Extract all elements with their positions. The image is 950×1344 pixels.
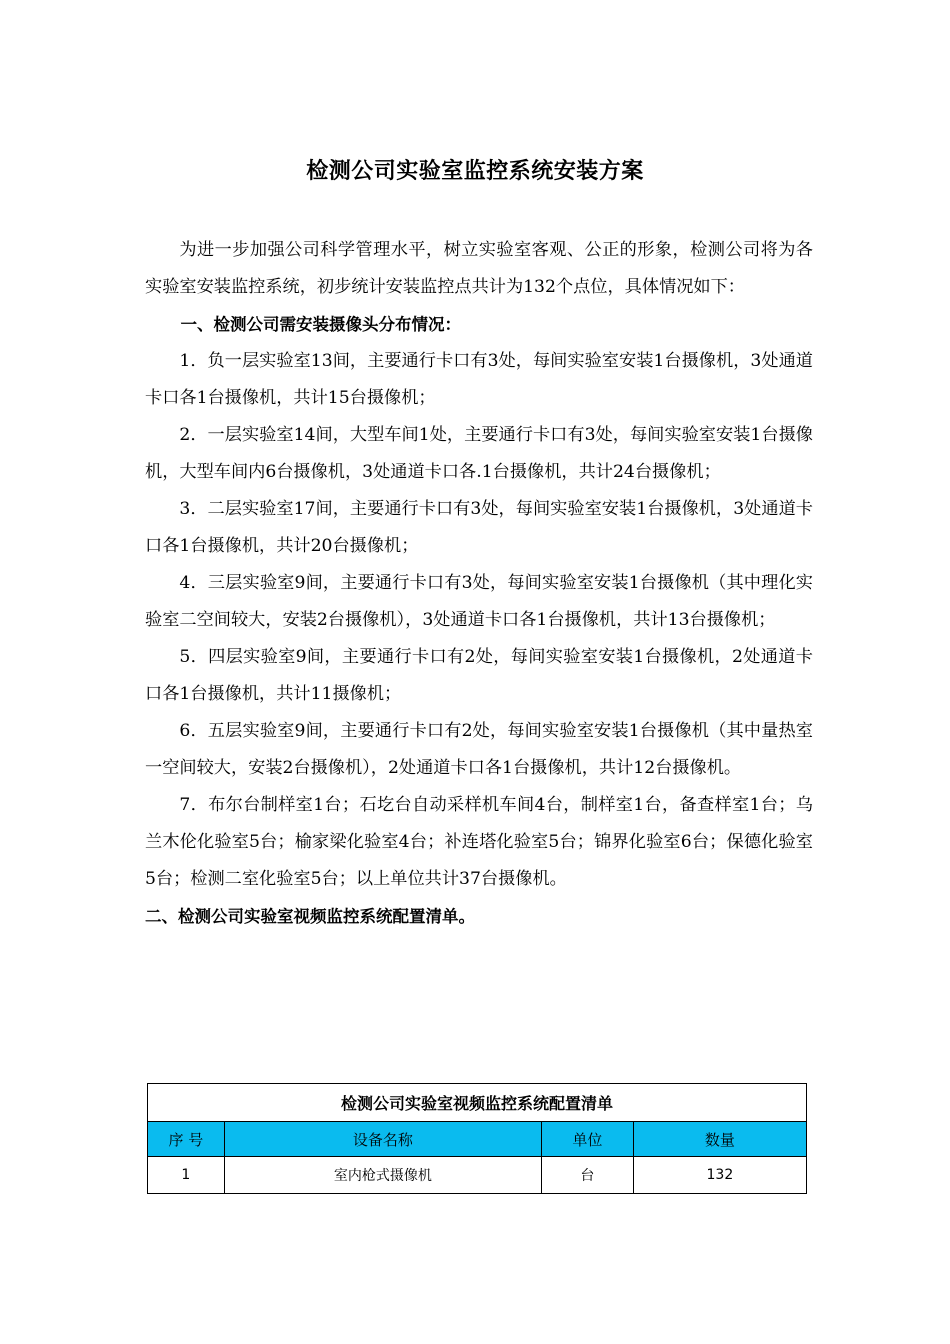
list-item: 5．四层实验室9间，主要通行卡口有2处，每间实验室安装1台摄像机，2处通道卡口各1台摄像机，共计11摄像机；	[145, 647, 813, 704]
list-item: 6．五层实验室9间，主要通行卡口有2处，每间实验室安装1台摄像机（其中量热室一空间较大，安装2台摄像机），2处通道卡口各1台摄像机，共计12台摄像机。	[145, 721, 813, 778]
list-item: 1．负一层实验室13间，主要通行卡口有3处，每间实验室安装1台摄像机，3处通道卡口各1台摄像机，共计15台摄像机；	[145, 351, 813, 408]
table-caption-row	[148, 1084, 807, 1122]
intro-paragraph: 为进一步加强公司科学管理水平，树立实验室客观、公正的形象，检测公司将为各实验室安装监控系统，初步统计安装监控点共计为132个点位，具体情况如下：	[145, 240, 813, 297]
table-header-row	[148, 1122, 807, 1157]
table-cell-quantity: 132	[633, 1157, 806, 1194]
list-item: 2．一层实验室14间，大型车间1处，主要通行卡口有3处，每间实验室安装1台摄像机，大型车间内6台摄像机，3处通道卡口各.1台摄像机，共计24台摄像机；	[145, 425, 813, 482]
section2-heading: 二、检测公司实验室视频监控系统配置清单。	[145, 907, 475, 926]
table-caption: 检测公司实验室视频监控系统配置清单	[148, 1084, 807, 1122]
table-cell-unit: 台	[542, 1157, 634, 1194]
table-row	[148, 1157, 807, 1194]
column-header-unit: 单位	[542, 1122, 634, 1157]
list-item: 7．布尔台制样室1台；石圪台自动采样机车间4台，制样室1台，备查样室1台；乌兰木伦化验室5台；榆家梁化验室4台；补连塔化验室5台；锦界化验室6台；保德化验室5台；检测二室化验室5台；以上单位共计37台摄像机。	[145, 795, 813, 889]
document-body	[145, 232, 813, 935]
column-header-index: 序 号	[148, 1122, 225, 1157]
document-title: 检测公司实验室监控系统安装方案	[306, 159, 644, 184]
list-item: 3．二层实验室17间，主要通行卡口有3处，每间实验室安装1台摄像机，3处通道卡口各1台摄像机，共计20台摄像机；	[145, 499, 813, 556]
list-item: 4．三层实验室9间，主要通行卡口有3处，每间实验室安装1台摄像机（其中理化实验室二空间较大，安装2台摄像机），3处通道卡口各1台摄像机，共计13台摄像机；	[145, 573, 813, 630]
table-cell-device-name: 室内枪式摄像机	[224, 1157, 541, 1194]
table-cell-index: 1	[148, 1157, 225, 1194]
column-header-device-name: 设备名称	[224, 1122, 541, 1157]
config-table	[147, 1083, 807, 1194]
column-header-quantity: 数量	[633, 1122, 806, 1157]
section1-heading: 一、检测公司需安装摄像头分布情况：	[180, 315, 461, 334]
config-table-wrapper	[147, 1083, 807, 1194]
